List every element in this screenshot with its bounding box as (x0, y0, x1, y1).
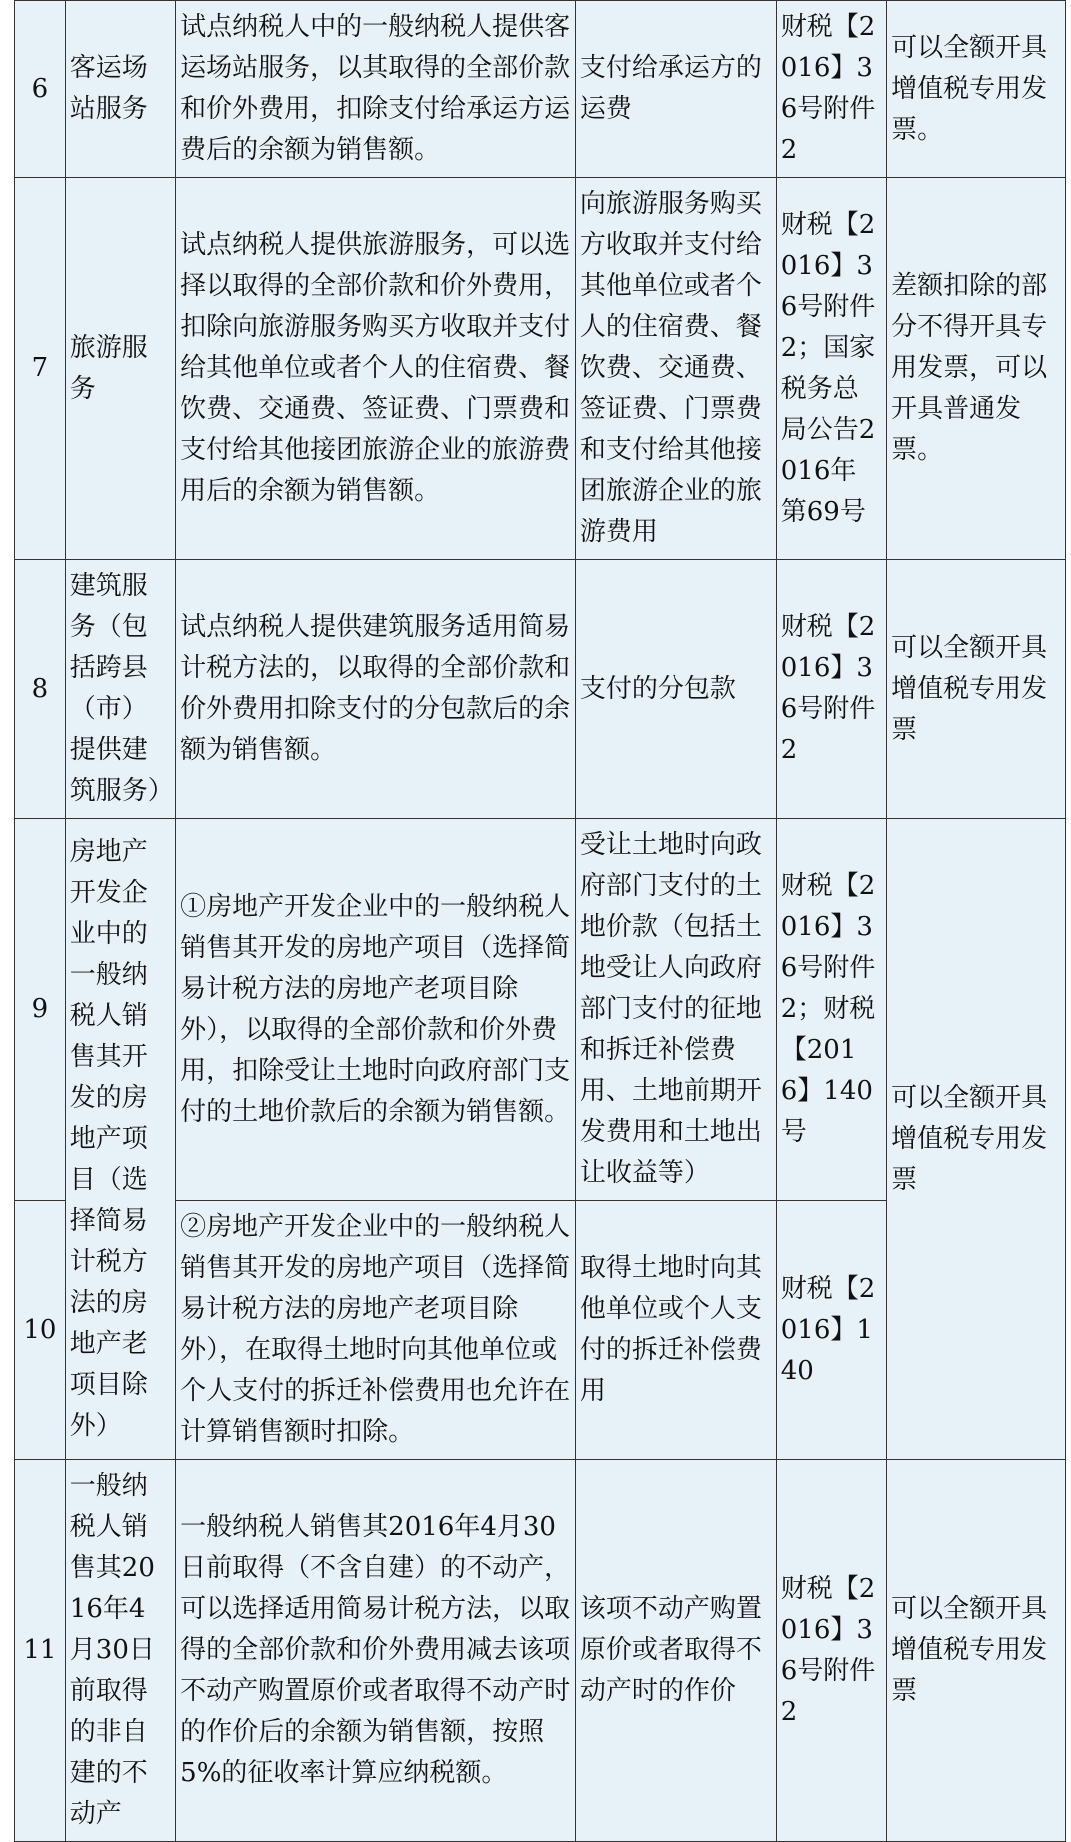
service-item: 客运场站服务 (65, 1, 175, 178)
invoice-rule: 可以全额开具增值税专用发票 (887, 819, 1066, 1460)
policy-basis: 财税【2016】36号附件2；国家税务总局公告2016年第69号 (776, 178, 886, 560)
deduction-policy: ①房地产开发企业中的一般纳税人销售其开发的房地产项目（选择简易计税方法的房地产老项目除外），以取得的全部价款和价外费用，扣除受让土地时向政府部门支付的土地价款后的余额为销售额。 (176, 819, 576, 1201)
row-number: 8 (15, 560, 66, 819)
policy-basis: 财税【2016】36号附件2 (776, 560, 886, 819)
row-number: 7 (15, 178, 66, 560)
policy-basis: 财税【2016】140 (776, 1201, 886, 1460)
row-number: 11 (15, 1460, 66, 1842)
deduction-policy: ②房地产开发企业中的一般纳税人销售其开发的房地产项目（选择简易计税方法的房地产老项目除外），在取得土地时向其他单位或个人支付的拆迁补偿费用也允许在计算销售额时扣除。 (176, 1201, 576, 1460)
service-item: 建筑服务（包括跨县（市）提供建筑服务） (65, 560, 175, 819)
invoice-rule: 可以全额开具增值税专用发票 (887, 1460, 1066, 1842)
table-row-7 (15, 178, 1066, 560)
invoice-rule: 可以全额开具增值税专用发票 (887, 560, 1066, 819)
deduction-policy: 一般纳税人销售其2016年4月30日前取得（不含自建）的不动产，可以选择适用简易计税方法，以取得的全部价款和价外费用减去该项不动产购置原价或者取得不动产时的作价后的余额为销售额，按照5%的征收率计算应纳税额。 (176, 1460, 576, 1842)
service-item: 旅游服务 (65, 178, 175, 560)
deduction-policy: 试点纳税人中的一般纳税人提供客运场站服务，以其取得的全部价款和价外费用，扣除支付给承运方运费后的余额为销售额。 (176, 1, 576, 178)
policy-basis: 财税【2016】36号附件2 (776, 1, 886, 178)
table-row-9 (15, 819, 1066, 1201)
table-row-6 (15, 1, 1066, 178)
row-number: 10 (15, 1201, 66, 1460)
row-number: 6 (15, 1, 66, 178)
invoice-rule: 可以全额开具增值税专用发票。 (887, 1, 1066, 178)
deductible-amount: 受让土地时向政府部门支付的土地价款（包括土地受让人向政府部门支付的征地和拆迁补偿费用、土地前期开发费用和土地出让收益等） (575, 819, 776, 1201)
row-number: 9 (15, 819, 66, 1201)
deductible-amount: 支付的分包款 (575, 560, 776, 819)
policy-basis: 财税【2016】36号附件2；财税【2016】140号 (776, 819, 886, 1201)
table-row-8 (15, 560, 1066, 819)
deduction-table (14, 0, 1066, 1842)
deduction-policy: 试点纳税人提供建筑服务适用简易计税方法的，以取得的全部价款和价外费用扣除支付的分包款后的余额为销售额。 (176, 560, 576, 819)
deductible-amount: 支付给承运方的运费 (575, 1, 776, 178)
service-item: 房地产开发企业中的一般纳税人销售其开发的房地产项目（选择简易计税方法的房地产老项目除外） (65, 819, 175, 1460)
deduction-policy: 试点纳税人提供旅游服务，可以选择以取得的全部价款和价外费用，扣除向旅游服务购买方收取并支付给其他单位或者个人的住宿费、餐饮费、交通费、签证费、门票费和支付给其他接团旅游企业的旅游费用后的余额为销售额。 (176, 178, 576, 560)
deductible-amount: 该项不动产购置原价或者取得不动产时的作价 (575, 1460, 776, 1842)
policy-basis: 财税【2016】36号附件2 (776, 1460, 886, 1842)
deductible-amount: 向旅游服务购买方收取并支付给其他单位或者个人的住宿费、餐饮费、交通费、签证费、门票费和支付给其他接团旅游企业的旅游费用 (575, 178, 776, 560)
table-row-11 (15, 1460, 1066, 1842)
service-item: 一般纳税人销售其2016年4月30日前取得的非自建的不动产 (65, 1460, 175, 1842)
invoice-rule: 差额扣除的部分不得开具专用发票，可以开具普通发票。 (887, 178, 1066, 560)
deductible-amount: 取得土地时向其他单位或个人支付的拆迁补偿费用 (575, 1201, 776, 1460)
